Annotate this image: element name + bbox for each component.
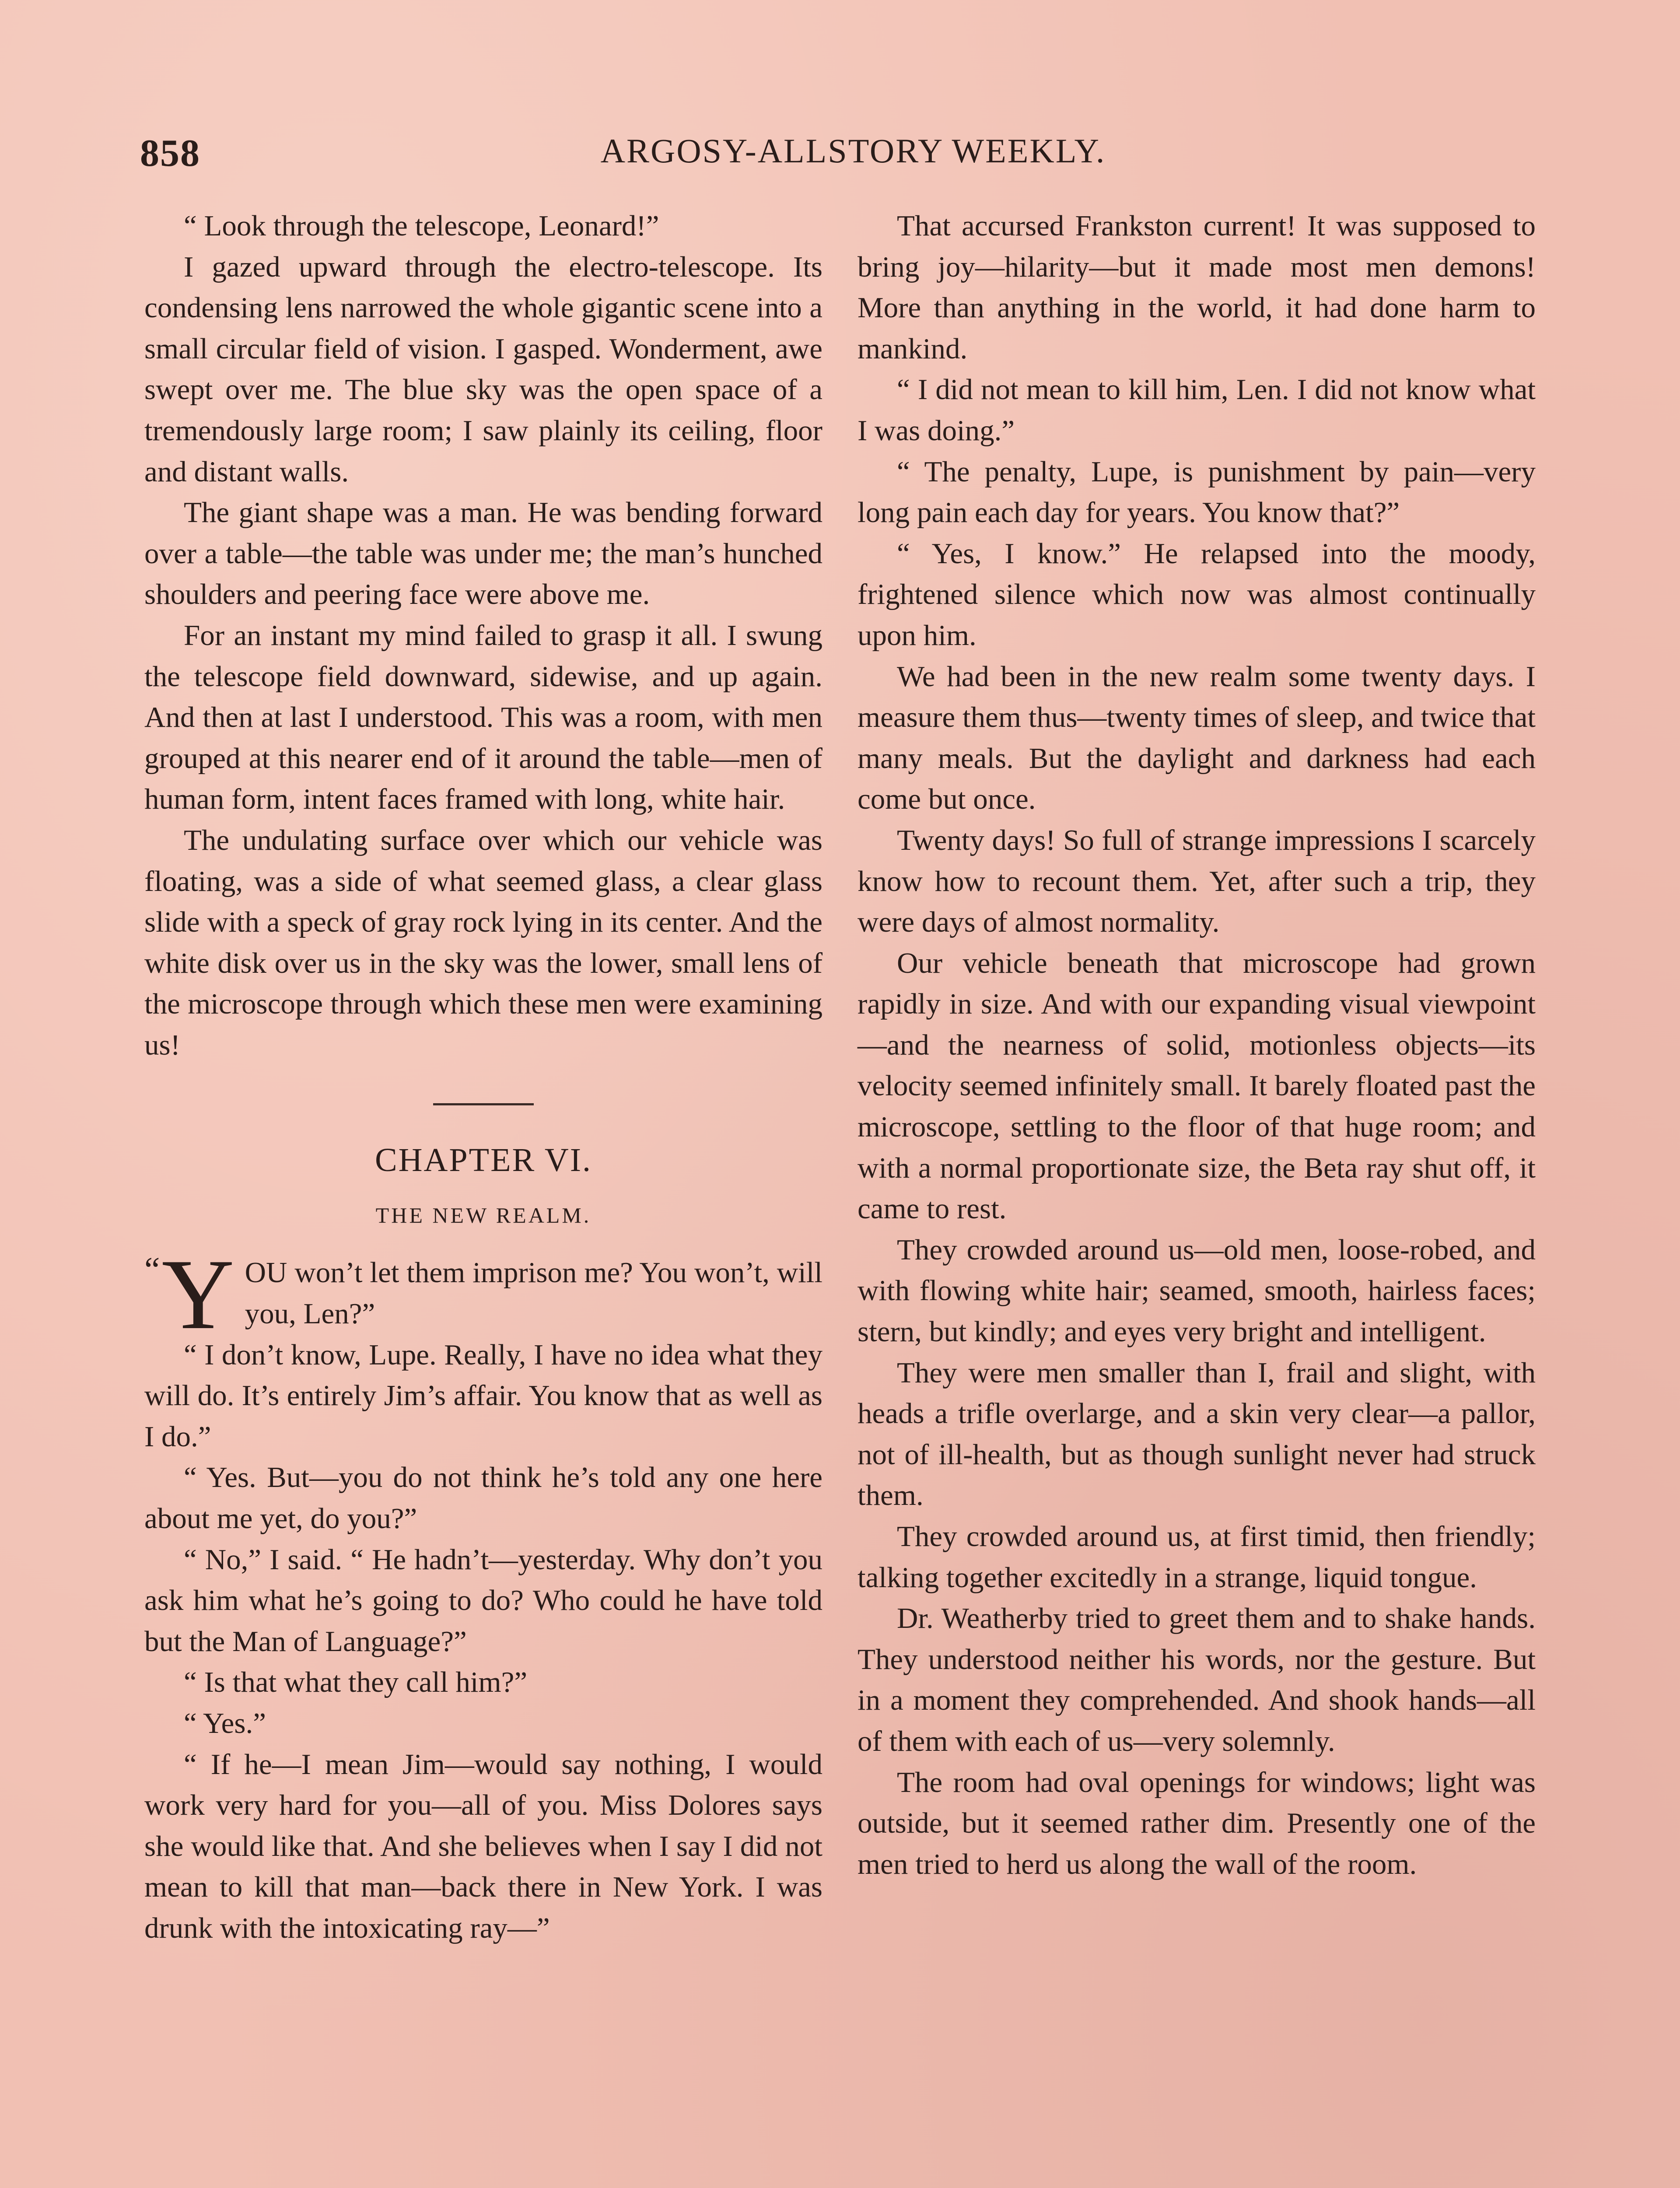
- left-column: [144, 206, 822, 1949]
- paragraph: They crowded around us, at first timid, then friendly; talking together excitedly in a strange, liquid tongue.: [858, 1520, 1536, 1594]
- paragraph: “ The penalty, Lupe, is punishment by pain—very long pain each day for years. You know that?”: [858, 455, 1536, 529]
- chapter-title: CHAPTER VI.: [374, 1142, 592, 1179]
- dropcap-paragraph-text: OU won’t let them imprison me? You won’t, will you, Len?”: [245, 1256, 822, 1330]
- paragraph: We had been in the new realm some twenty days. I measure them thus—twenty times of sleep, and twice that many meals. But the daylight and darkness had each come but once.: [858, 660, 1536, 816]
- paragraph: They crowded around us—old men, loose-robed, and with flowing white hair; seamed, smooth, hairless faces; stern, but kindly; and eyes very bright and intelligent.: [858, 1233, 1536, 1348]
- paragraph: Twenty days! So full of strange impressions I scarcely know how to recount them. Yet, after such a trip, they were days of almost normality.: [858, 824, 1536, 939]
- paragraph: That accursed Frankston current! It was supposed to bring joy—hilarity—but it made most men demons! More than anything in the world, it had done harm to mankind.: [858, 210, 1536, 365]
- paragraph: “ I don’t know, Lupe. Really, I have no idea what they will do. It’s entirely Jim’s affair. You know that as well as I do.”: [144, 1338, 822, 1453]
- drop-cap: Y: [161, 1238, 234, 1350]
- right-column: [858, 206, 1536, 1885]
- page-header: [140, 131, 1566, 179]
- opening-quote: “: [144, 1251, 160, 1290]
- running-title: ARGOSY-ALLSTORY WEEKLY.: [600, 132, 1106, 170]
- paragraph: “ I did not mean to kill him, Len. I did not know what I was doing.”: [858, 373, 1536, 447]
- page-number: 858: [140, 132, 200, 175]
- paragraph: “ Yes. But—you do not think he’s told any one here about me yet, do you?”: [144, 1461, 822, 1535]
- paragraph: The undulating surface over which our vehicle was floating, was a side of what seemed glass, a clear glass slide with a speck of gray rock lying in its center. And the white disk over us in the sky was the lower, small lens of the microscope through which these men were examining us!: [144, 824, 822, 1061]
- paragraph: The room had oval openings for windows; light was outside, but it seemed rather dim. Presently one of the men tried to herd us along the wall of the room.: [858, 1766, 1536, 1880]
- paragraph: “ Look through the telescope, Leonard!”: [184, 210, 659, 242]
- paragraph: For an instant my mind failed to grasp it all. I swung the telescope field downward, sidewise, and up again. And then at last I understood. This was a room, with men grouped at this nearer end of it around the table—men of human form, intent faces framed with long, white hair.: [144, 619, 822, 816]
- paragraph: Our vehicle beneath that microscope had grown rapidly in size. And with our expanding visual viewpoint—and the nearness of solid, motionless objects—its velocity seemed infinitely small. It barely floated past the microscope, settling to the floor of that huge room; and with a normal proportionate size, the Beta ray shut off, it came to rest.: [858, 947, 1536, 1225]
- paragraph: I gazed upward through the electro-telescope. Its condensing lens narrowed the whole gigantic scene into a small circular field of vision. I gasped. Wonderment, awe swept over me. The blue sky was the open space of a tremendously large room; I saw plainly its ceiling, floor and distant walls.: [144, 250, 822, 488]
- paragraph: “ No,” I said. “ He hadn’t—yesterday. Why don’t you ask him what he’s going to do? Who could he have told but the Man of Language?”: [144, 1543, 822, 1658]
- paragraph: They were men smaller than I, frail and slight, with heads a trifle overlarge, and a skin very clear—a pallor, not of ill-health, but as though sunlight never had struck them.: [858, 1356, 1536, 1512]
- paragraph: “ Is that what they call him?”: [184, 1666, 528, 1699]
- section-title: THE NEW REALM.: [375, 1203, 592, 1228]
- dropcap-paragraph: [144, 1238, 822, 1350]
- paragraph: Dr. Weatherby tried to greet them and to shake hands. They understood neither his words, nor the gesture. But in a moment they comprehended. And shook hands—all of them with each of us—very solemnly.: [858, 1602, 1536, 1757]
- paragraph: The giant shape was a man. He was bending forward over a table—the table was under me; the man’s hunched shoulders and peering face were above me.: [144, 496, 822, 611]
- section-divider: [433, 1103, 534, 1105]
- paragraph: “ Yes, I know.” He relapsed into the moody, frightened silence which now was almost continually upon him.: [858, 537, 1536, 652]
- paragraph: “ If he—I mean Jim—would say nothing, I would work very hard for you—all of you. Miss Dolores says she would like that. And she believes when I say I did not mean to kill that man—back there in New York. I was drunk with the intoxicating ray—”: [144, 1748, 822, 1944]
- paragraph: “ Yes.”: [184, 1707, 266, 1739]
